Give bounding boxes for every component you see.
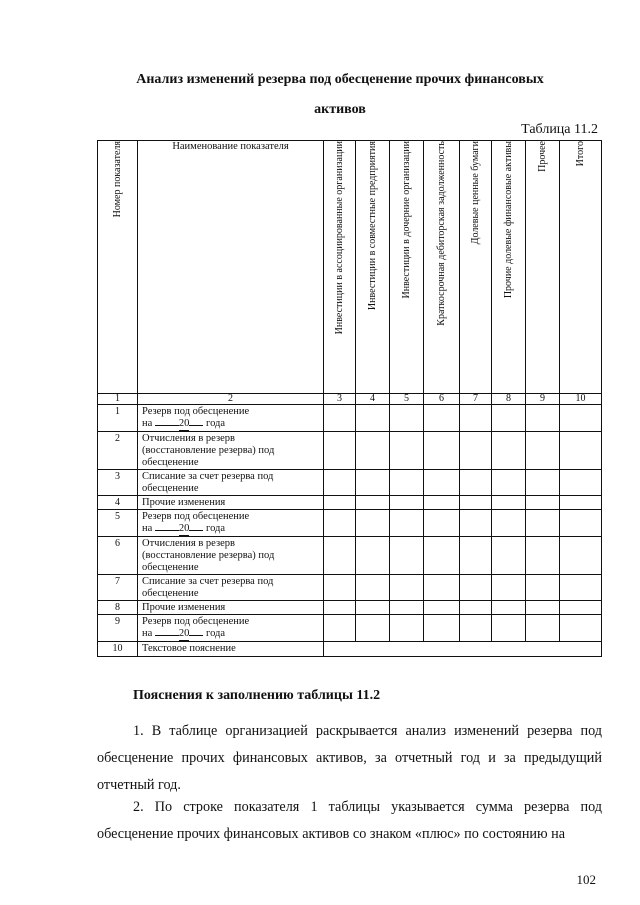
table-row xyxy=(98,601,602,615)
explanations-heading: Пояснения к заполнению таблицы 11.2 xyxy=(133,688,381,703)
value-cell xyxy=(526,510,560,537)
table-row xyxy=(98,510,602,537)
row-label-line: Резерв под обесценение xyxy=(142,616,250,627)
header-cell xyxy=(98,141,138,394)
row-number: 2 xyxy=(98,432,138,470)
reserve-table xyxy=(97,140,602,657)
column-number: 1 xyxy=(98,394,138,405)
row-label-line: Отчисления в резерв xyxy=(142,538,235,549)
row-label-line: Резерв под обесценение xyxy=(142,406,250,417)
value-cell xyxy=(460,470,492,496)
date-prefix: на xyxy=(142,418,153,429)
column-number: 3 xyxy=(324,394,356,405)
date-blank xyxy=(155,425,179,426)
date-prefix: на xyxy=(142,628,153,639)
row-label-line: Отчисления в резерв xyxy=(142,433,235,444)
row-label xyxy=(138,615,324,642)
value-cell xyxy=(560,615,602,642)
year-blank xyxy=(189,425,203,426)
paragraph-2: 2. По строке показателя 1 таблицы указывается сумма резерва под обесценение прочих финансовых активов со знаком «плюс» по состоянию на xyxy=(97,799,602,842)
value-cell xyxy=(560,601,602,615)
column-number: 8 xyxy=(492,394,526,405)
year-prefix: 20 xyxy=(178,523,190,534)
value-cell xyxy=(460,510,492,537)
column-number-row xyxy=(98,394,602,405)
row-label xyxy=(138,405,324,432)
date-line xyxy=(142,418,323,431)
value-cell xyxy=(526,575,560,601)
date-blank xyxy=(155,530,179,531)
value-cell xyxy=(460,615,492,642)
row-label-line: Прочие изменения xyxy=(142,497,226,508)
value-cell xyxy=(526,405,560,432)
row-number: 10 xyxy=(98,642,138,657)
header-cell xyxy=(424,141,460,394)
row-label-line: Резерв под обесценение xyxy=(142,511,250,522)
value-cell xyxy=(356,470,390,496)
date-line xyxy=(142,523,323,536)
page-number: 102 xyxy=(576,872,596,887)
row-number: 5 xyxy=(98,510,138,537)
header-label: Наименование показателя xyxy=(172,141,289,152)
value-cell xyxy=(460,575,492,601)
year-prefix: 20 xyxy=(178,628,190,639)
value-cell xyxy=(356,405,390,432)
value-cell xyxy=(560,510,602,537)
value-cell xyxy=(324,496,356,510)
column-number: 6 xyxy=(424,394,460,405)
year-blank xyxy=(189,635,203,636)
value-cell xyxy=(492,405,526,432)
row-label-line: обесценение xyxy=(142,457,199,468)
value-cell xyxy=(424,510,460,537)
value-cell xyxy=(324,470,356,496)
value-cell xyxy=(560,470,602,496)
row-label-line: (восстановление резерва) под xyxy=(142,550,275,561)
row-number: 1 xyxy=(98,405,138,432)
row-label xyxy=(138,496,324,510)
value-cell xyxy=(526,615,560,642)
header-cell xyxy=(560,141,602,394)
row-label-line: Списание за счет резерва под xyxy=(142,576,274,587)
row-label-line: (восстановление резерва) под xyxy=(142,445,275,456)
date-line xyxy=(142,628,323,641)
row-label xyxy=(138,470,324,496)
value-cell xyxy=(560,575,602,601)
value-cell xyxy=(560,496,602,510)
header-cell xyxy=(356,141,390,394)
value-cell xyxy=(424,575,460,601)
row-number: 3 xyxy=(98,470,138,496)
header-label: Краткосрочная дебиторская задолженность xyxy=(435,141,447,326)
table-row xyxy=(98,537,602,575)
header-label: Итого xyxy=(574,141,586,167)
value-cell xyxy=(356,575,390,601)
date-prefix: на xyxy=(142,523,153,534)
value-cell xyxy=(560,405,602,432)
value-cell xyxy=(390,601,424,615)
row-label-line: обесценение xyxy=(142,483,199,494)
value-cell xyxy=(324,615,356,642)
value-cell xyxy=(356,537,390,575)
value-cell xyxy=(492,470,526,496)
value-cell xyxy=(424,537,460,575)
row-label xyxy=(138,537,324,575)
header-row xyxy=(98,141,602,394)
paragraph-1: 1. В таблице организацией раскрывается анализ изменений резерва под обесценение прочих финансовых активов, за отчетный год и за предыдущий отчетный год. xyxy=(97,723,602,793)
value-cell xyxy=(460,496,492,510)
header-cell xyxy=(526,141,560,394)
value-cell xyxy=(492,615,526,642)
row-label-line: Прочие изменения xyxy=(142,602,226,613)
row-label-line: обесценение xyxy=(142,562,199,573)
row-number: 4 xyxy=(98,496,138,510)
value-cell xyxy=(526,496,560,510)
value-cell xyxy=(424,470,460,496)
header-cell xyxy=(390,141,424,394)
header-label: Долевые ценные бумаги xyxy=(469,141,481,245)
table-label: Таблица 11.2 xyxy=(521,122,598,137)
value-cell xyxy=(356,496,390,510)
column-number: 9 xyxy=(526,394,560,405)
header-cell xyxy=(492,141,526,394)
row-label xyxy=(138,575,324,601)
date-blank xyxy=(155,635,179,636)
value-cell xyxy=(390,470,424,496)
header-label: Прочее xyxy=(536,141,548,172)
value-cell xyxy=(390,510,424,537)
value-cell xyxy=(526,470,560,496)
date-suffix: года xyxy=(206,523,226,534)
value-cell xyxy=(492,537,526,575)
value-cell xyxy=(424,601,460,615)
value-cell xyxy=(324,537,356,575)
column-number: 5 xyxy=(390,394,424,405)
value-cell xyxy=(390,496,424,510)
column-number: 7 xyxy=(460,394,492,405)
row-number: 6 xyxy=(98,537,138,575)
value-cell xyxy=(356,601,390,615)
value-cell xyxy=(356,432,390,470)
header-cell xyxy=(138,141,324,394)
value-cell xyxy=(492,601,526,615)
row-label xyxy=(138,432,324,470)
row-label xyxy=(138,510,324,537)
table-row xyxy=(98,496,602,510)
value-cell xyxy=(492,510,526,537)
value-cell xyxy=(356,510,390,537)
value-cell xyxy=(324,432,356,470)
header-label: Инвестиции в совместные предприятия xyxy=(366,141,378,311)
year-prefix: 20 xyxy=(178,418,190,429)
table-row xyxy=(98,615,602,642)
row-label-line: обесценение xyxy=(142,588,199,599)
table-row xyxy=(98,405,602,432)
value-cell xyxy=(560,537,602,575)
date-suffix: года xyxy=(206,418,226,429)
header-label: Инвестиции в дочерние организации xyxy=(400,141,412,299)
value-cell xyxy=(460,537,492,575)
value-cell xyxy=(390,537,424,575)
table-row xyxy=(98,470,602,496)
value-cell xyxy=(526,601,560,615)
value-cell xyxy=(324,405,356,432)
value-cell xyxy=(390,615,424,642)
value-cell xyxy=(324,510,356,537)
header-label: Номер показателя xyxy=(111,141,123,218)
row-label: Текстовое пояснение xyxy=(138,642,324,657)
column-number: 2 xyxy=(138,394,324,405)
column-number: 4 xyxy=(356,394,390,405)
value-cell xyxy=(460,432,492,470)
table-row xyxy=(98,432,602,470)
value-cell xyxy=(424,405,460,432)
row-label xyxy=(138,601,324,615)
value-cell xyxy=(492,496,526,510)
value-cell xyxy=(526,537,560,575)
column-number: 10 xyxy=(560,394,602,405)
text-note-cell xyxy=(324,642,602,657)
value-cell xyxy=(560,432,602,470)
header-label: Инвестиции в ассоциированные организации xyxy=(333,141,345,335)
value-cell xyxy=(390,575,424,601)
value-cell xyxy=(356,615,390,642)
value-cell xyxy=(424,496,460,510)
row-number: 7 xyxy=(98,575,138,601)
header-label: Прочие долевые финансовые активы xyxy=(502,141,514,299)
value-cell xyxy=(424,432,460,470)
header-cell xyxy=(324,141,356,394)
date-suffix: года xyxy=(206,628,226,639)
table-row-text-note xyxy=(98,642,602,657)
value-cell xyxy=(492,432,526,470)
row-label-line: Списание за счет резерва под xyxy=(142,471,274,482)
value-cell xyxy=(424,615,460,642)
title-line-1: Анализ изменений резерва под обесценение прочих финансовых xyxy=(136,72,544,87)
table-row xyxy=(98,575,602,601)
title-line-2: активов xyxy=(314,102,366,117)
value-cell xyxy=(492,575,526,601)
value-cell xyxy=(526,432,560,470)
value-cell xyxy=(324,575,356,601)
row-number: 9 xyxy=(98,615,138,642)
year-blank xyxy=(189,530,203,531)
value-cell xyxy=(390,405,424,432)
row-number: 8 xyxy=(98,601,138,615)
value-cell xyxy=(460,601,492,615)
table-body xyxy=(98,405,602,642)
value-cell xyxy=(390,432,424,470)
value-cell xyxy=(460,405,492,432)
value-cell xyxy=(324,601,356,615)
header-cell xyxy=(460,141,492,394)
